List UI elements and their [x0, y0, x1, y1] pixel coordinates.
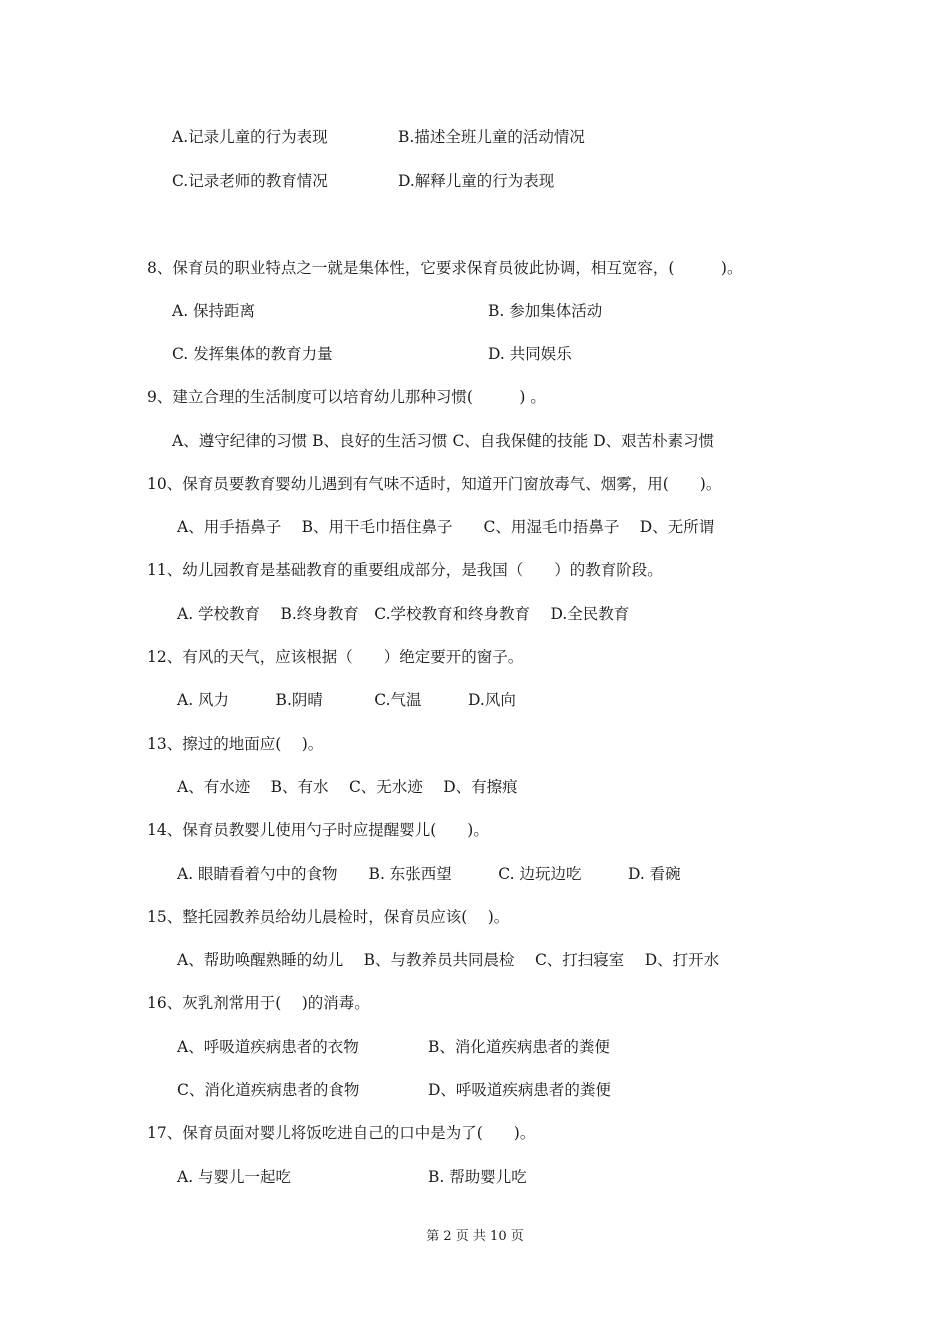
- question-13-options: A、有水迹 B、有水 C、无水迹 D、有擦痕: [177, 778, 518, 796]
- question-10-options: A、用手捂鼻子 B、用干毛巾捂住鼻子 C、用湿毛巾捂鼻子 D、无所谓: [177, 518, 715, 536]
- page-number-footer: 第 2 页 共 10 页: [426, 1229, 524, 1244]
- question-11-stem: 11、幼儿园教育是基础教育的重要组成部分，是我国（ ）的教育阶段。: [147, 561, 663, 579]
- question-16-stem: 16、灰乳剂常用于( )的消毒。: [147, 994, 370, 1012]
- question-15-stem: 15、整托园教养员给幼儿晨检时，保育员应该( )。: [147, 908, 510, 926]
- question-14-options: A. 眼睛看着勺中的食物 B. 东张西望 C. 边玩边吃 D. 看碗: [177, 865, 681, 883]
- question-9-options: A、遵守纪律的习惯 B、良好的生活习惯 C、自我保健的技能 D、艰苦朴素习惯: [172, 432, 715, 450]
- question-11-options: A. 学校教育 B.终身教育 C.学校教育和终身教育 D.全民教育: [177, 605, 630, 623]
- question-8-option-a: A. 保持距离: [172, 302, 256, 320]
- q7-option-d: D.解释儿童的行为表现: [398, 172, 555, 190]
- question-8-option-d: D. 共同娱乐: [488, 345, 572, 363]
- question-8-stem: 8、保育员的职业特点之一就是集体性，它要求保育员彼此协调，相互宽容，( )。: [147, 259, 743, 277]
- question-16-option-b: B、消化道疾病患者的粪便: [428, 1038, 610, 1056]
- question-8-option-b: B. 参加集体活动: [488, 302, 603, 320]
- question-12-stem: 12、有风的天气，应该根据（ ）绝定要开的窗子。: [147, 648, 524, 666]
- question-9-stem: 9、建立合理的生活制度可以培育幼儿那种习惯( ) 。: [147, 388, 546, 406]
- question-17-stem: 17、保育员面对婴儿将饭吃进自己的口中是为了( )。: [147, 1124, 536, 1142]
- question-16-option-c: C、消化道疾病患者的食物: [177, 1081, 360, 1099]
- question-15-options: A、帮助唤醒熟睡的幼儿 B、与教养员共同晨检 C、打扫寝室 D、打开水: [177, 951, 720, 969]
- question-17-option-a: A. 与婴儿一起吃: [177, 1168, 292, 1186]
- question-14-stem: 14、保育员教婴儿使用勺子时应提醒婴儿( )。: [147, 821, 489, 839]
- q7-option-c: C.记录老师的教育情况: [172, 172, 328, 190]
- question-13-stem: 13、擦过的地面应( )。: [147, 735, 324, 753]
- q7-option-a: A.记录儿童的行为表现: [172, 128, 328, 146]
- question-16-option-d: D、呼吸道疾病患者的粪便: [428, 1081, 611, 1099]
- question-12-options: A. 风力 B.阴晴 C.气温 D.风向: [177, 691, 516, 709]
- question-10-stem: 10、保育员要教育婴幼儿遇到有气味不适时，知道开门窗放毒气、烟雾，用( )。: [147, 475, 722, 493]
- question-8-option-c: C. 发挥集体的教育力量: [172, 345, 333, 363]
- question-16-option-a: A、呼吸道疾病患者的衣物: [177, 1038, 359, 1056]
- question-17-option-b: B. 帮助婴儿吃: [428, 1168, 527, 1186]
- q7-option-b: B.描述全班儿童的活动情况: [398, 128, 585, 146]
